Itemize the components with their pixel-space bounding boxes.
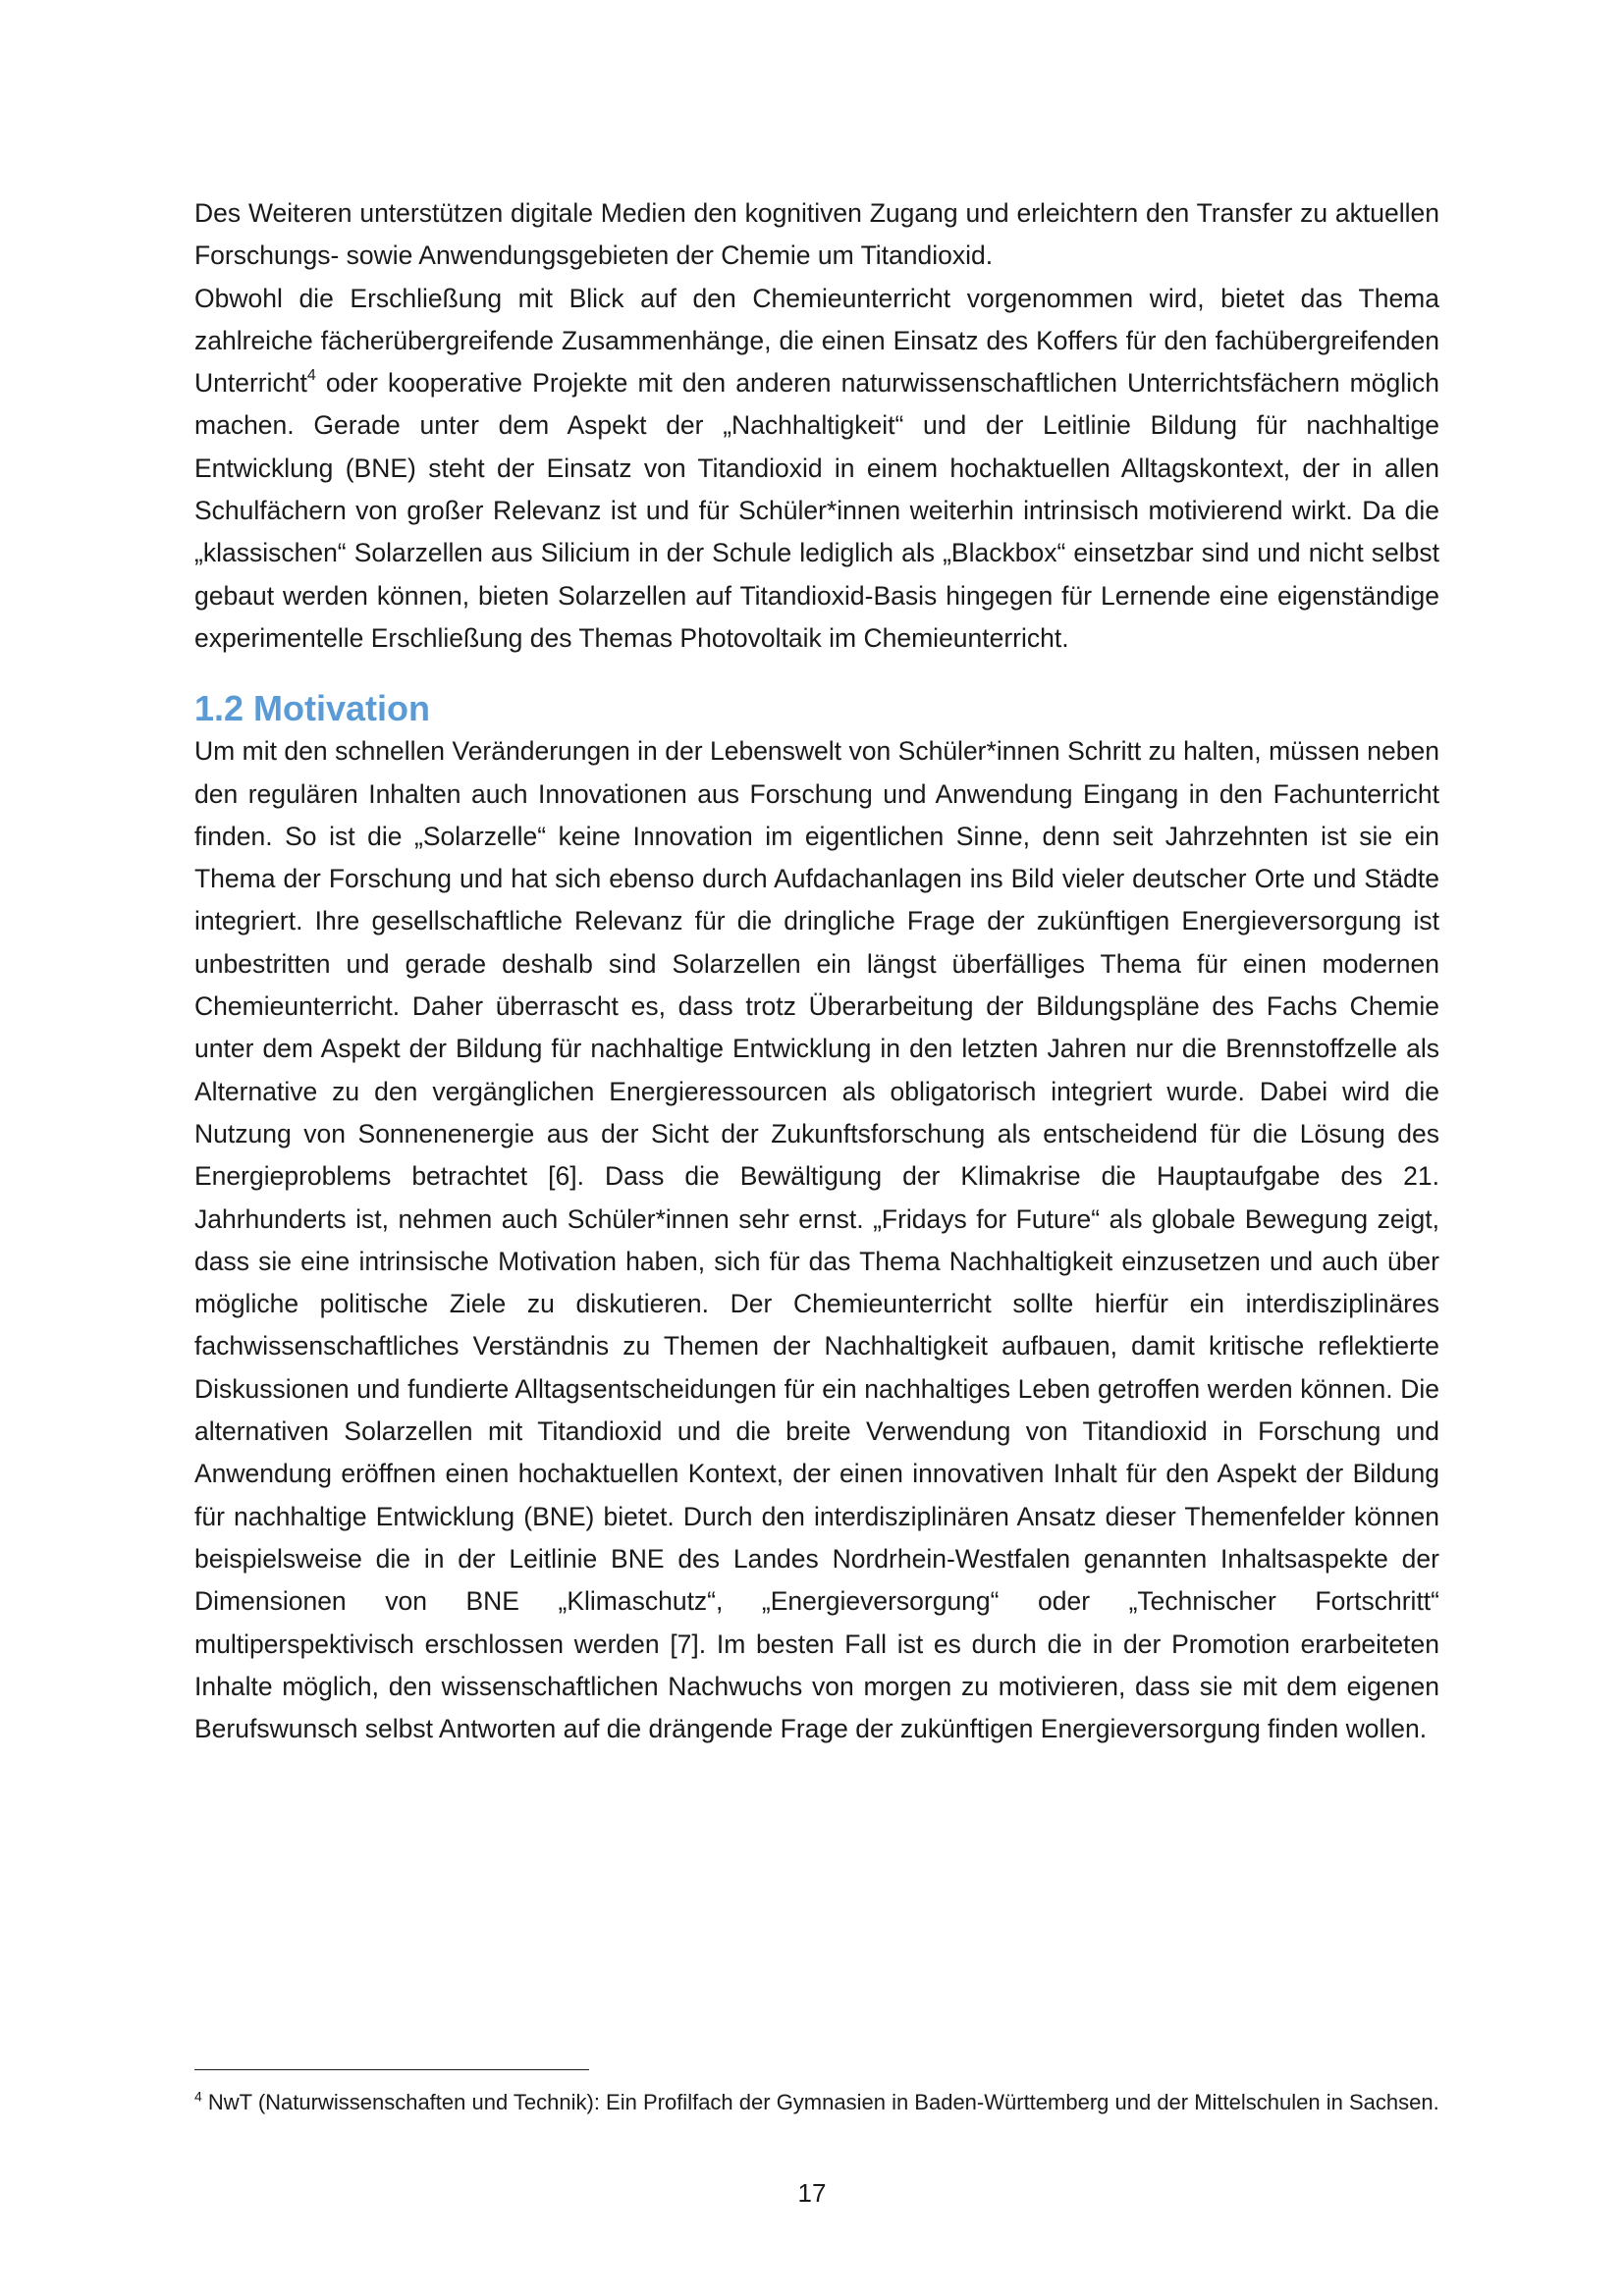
paragraph-interdisciplinary-text-end: oder kooperative Projekte mit den anderen naturwissenschaftlichen Unterrichtsfächern möglich machen. Gerade unter dem Aspekt der „Nachhaltigkeit“ und der Leitlinie Bildung für nachhaltige Entwicklung (BNE) steht der Einsatz von Titandioxid in einem hochaktuellen Alltagskontext, der in allen Schulfächern von großer Relevanz ist und für Schüler*innen weiterhin intrinsisch motivierend wirkt. Da die „klassischen“ Solarzellen aus Silicium in der Schule lediglich als „Blackbox“ einsetzbar sind und nicht selbst gebaut werden können, bieten Solarzellen auf Titandioxid-Basis hingegen für Lernende eine eigenständige experimentelle Erschließung des Themas Photovoltaik im Chemieunterricht.	[194, 368, 1439, 653]
footnote-divider	[194, 2069, 589, 2070]
footnote-text: NwT (Naturwissenschaften und Technik): Ein Profilfach der Gymnasien in Baden-Württemberg und der Mittelschulen in Sachsen.	[201, 2090, 1439, 2114]
page-number: 17	[797, 2178, 827, 2208]
footnote-marker: 4	[194, 2088, 202, 2105]
paragraph-digital-media: Des Weiteren unterstützen digitale Medien den kognitiven Zugang und erleichtern den Transfer zu aktuellen Forschungs- sowie Anwendungsgebieten der Chemie um Titandioxid.	[194, 198, 1439, 271]
paragraph-motivation: Um mit den schnellen Veränderungen in der Lebenswelt von Schüler*innen Schritt zu halten, müssen neben den regulären Inhalten auch Innovationen aus Forschung und Anwendung Eingang in den Fachunterricht finden. So ist die „Solarzelle“ keine Innovation im eigentlichen Sinne, denn seit Jahrzehnten ist sie ein Thema der Forschung und hat sich ebenso durch Aufdachanlagen ins Bild vieler deutscher Orte und Städte integriert. Ihre gesellschaftliche Relevanz für die dringliche Frage der zukünftigen Energieversorgung ist unbestritten und gerade deshalb sind Solarzellen ein längst überfälliges Thema für einen modernen Chemieunterricht. Daher überrascht es, dass trotz Überarbeitung der Bildungspläne des Fachs Chemie unter dem Aspekt der Bildung für nachhaltige Entwicklung in den letzten Jahren nur die Brennstoffzelle als Alternative zu den vergänglichen Energieressourcen als obligatorisch integriert wurde. Dabei wird die Nutzung von Sonnenenergie aus der Sicht der Zukunftsforschung als entscheidend für die Lösung des Energieproblems betrachtet [6]. Dass die Bewältigung der Klimakrise die Hauptaufgabe des 21. Jahrhunderts ist, nehmen auch Schüler*innen sehr ernst. „Fridays for Future“ als globale Bewegung zeigt, dass sie eine intrinsische Motivation haben, sich für das Thema Nachhaltigkeit einzusetzen und auch über mögliche politische Ziele zu diskutieren. Der Chemieunterricht sollte hierfür ein interdisziplinäres fachwissenschaftliches Verständnis zu Themen der Nachhaltigkeit aufbauen, damit kritische reflektierte Diskussionen und fundierte Alltagsentscheidungen für ein nachhaltiges Leben getroffen werden können. Die alternativen Solarzellen mit Titandioxid und die breite Verwendung von Titandioxid in Forschung und Anwendung eröffnen einen hochaktuellen Kontext, der einen innovativen Inhalt für den Aspekt der Bildung für nachhaltige Entwicklung (BNE) bietet. Durch den interdisziplinären Ansatz dieser Themenfelder können beispielsweise die in der Leitlinie BNE des Landes Nordrhein-Westfalen genannten Inhaltsaspekte der Dimensionen von BNE „Klimaschutz“, „Energieversorgung“ oder „Technischer Fortschritt“ multiperspektivisch erschlossen werden [7]. Im besten Fall ist es durch die in der Promotion erarbeiteten Inhalte möglich, den wissenschaftlichen Nachwuchs von morgen zu motivieren, dass sie mit dem eigenen Berufswunsch selbst Antworten auf die drängende Frage der zukünftigen Energieversorgung finden wollen.	[194, 736, 1439, 1744]
page-content	[194, 192, 1439, 1750]
paragraph-interdisciplinary-text-start: Obwohl die Erschließung mit Blick auf den Chemieunterricht vorgenommen wird, bietet das Thema zahlreiche fächerübergreifende Zusammenhänge, die einen Einsatz des Koffers für den fachübergreifenden Unterricht	[194, 283, 1439, 399]
footnote-reference[interactable]: 4	[306, 367, 316, 385]
paragraph-interdisciplinary	[194, 278, 1439, 661]
footnote	[194, 2085, 1439, 2119]
section-heading-motivation: 1.2 Motivation	[194, 688, 431, 729]
